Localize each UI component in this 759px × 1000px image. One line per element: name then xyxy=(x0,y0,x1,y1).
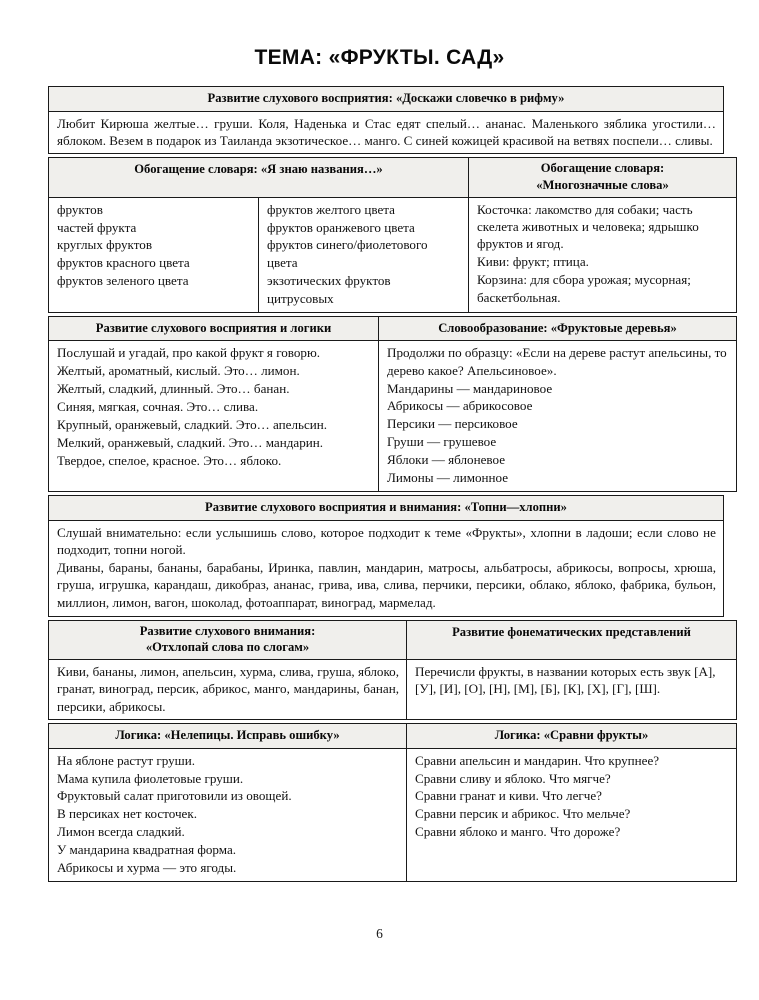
list-item: Сравни яблоко и манго. Что дороже? xyxy=(415,824,621,840)
section-header-phonemic: Развитие фонематических представлений xyxy=(407,620,737,659)
list-item: Груши — грушевое xyxy=(387,434,497,450)
list-item: Твердое, спелое, красное. Это… яблоко. xyxy=(57,452,282,468)
rhyme-body-text: Любит Кирюша желтые… груши. Коля, Наденька и Стас едят спелый… ананас. Маленького зяблика угостили… яблоком. Везем в подарок из Таиланда экзотическое… манго. С синей кожицей красивой на ветвях поспели… сливы. xyxy=(49,111,724,154)
list-item: В персиках нет косточек. xyxy=(57,806,197,822)
section-header-syllable-clapping xyxy=(49,620,407,659)
compare-list xyxy=(415,752,729,841)
list-item: Послушай и угадай, про какой фрукт я говорю. xyxy=(57,345,321,361)
section-header-rhyme: Развитие слухового восприятия: «Доскажи словечко в рифму» xyxy=(49,87,724,112)
list-item: Мама купила фиолетовые груши. xyxy=(57,770,244,786)
syllable-header-line-1: Развитие слухового внимания: xyxy=(139,623,316,638)
list-item: Лимоны — лимонное xyxy=(387,470,509,486)
section-header-topni-hlopni: Развитие слухового восприятия и внимания: «Топни—хлопни» xyxy=(49,495,724,520)
section-header-auditory-logic: Развитие слухового восприятия и логики xyxy=(49,316,379,341)
list-item: фруктов красного цвета xyxy=(57,255,190,271)
table-row xyxy=(49,316,737,341)
polysemy-header-line-2: «Многозначные слова» xyxy=(536,178,669,193)
table-row xyxy=(49,659,737,719)
table-row xyxy=(49,620,737,659)
topni-hlopni-instruction: Слушай внимательно: если услышишь слово, которое подходит к теме «Фрукты», хлопни в ладоши; если слово не подходит, топни ногой. xyxy=(57,524,716,557)
section-topni-hlopni xyxy=(48,495,724,617)
list-item: Сравни персик и абрикос. Что мельче? xyxy=(415,806,631,822)
word-formation-instruction: Продолжи по образцу: «Если на дереве растут апельсины, то дерево какое? Апельсиновое». xyxy=(387,345,727,378)
list-item: Яблоки — яблоневое xyxy=(387,452,506,468)
list-item: фруктов зеленого цвета xyxy=(57,273,189,289)
list-item: Желтый, ароматный, кислый. Это… лимон. xyxy=(57,363,300,379)
section-syllables xyxy=(48,620,737,720)
section-logic-compare xyxy=(48,723,737,882)
vocabulary-column-polysemy xyxy=(469,197,737,312)
table-row xyxy=(49,724,737,749)
word-formation-list xyxy=(387,380,729,487)
vocabulary-column-1 xyxy=(49,197,259,312)
list-item: фруктов оранжевого цвета xyxy=(267,219,415,235)
table-row xyxy=(49,158,737,197)
list-item: фруктов синего/фиолетового цвета xyxy=(267,237,428,270)
table-row xyxy=(49,748,737,881)
auditory-logic-body xyxy=(49,341,379,492)
table-row xyxy=(49,111,724,154)
topni-hlopni-body xyxy=(49,520,724,616)
list-item: фруктов желтого цвета xyxy=(267,201,395,217)
phonemic-body: Перечисли фрукты, в названии которых есть звук [А], [У], [И], [О], [Н], [М], [Б], [К], [Х], [Г], [Ш]. xyxy=(407,659,737,719)
riddle-list xyxy=(57,344,371,469)
list-item: На яблоне растут груши. xyxy=(57,752,195,768)
word-formation-body xyxy=(379,341,737,492)
list-item: Синяя, мягкая, сочная. Это… слива. xyxy=(57,398,259,414)
content-area xyxy=(48,86,727,885)
nonsense-body xyxy=(49,748,407,881)
list-item: фруктов xyxy=(57,201,103,217)
list-item: Фруктовый салат приготовили из овощей. xyxy=(57,788,292,804)
page-number: 6 xyxy=(376,926,383,941)
section-header-word-formation: Словообразование: «Фруктовые деревья» xyxy=(379,316,737,341)
table-row xyxy=(49,495,724,520)
polysemy-header-line-1: Обогащение словаря: xyxy=(540,161,665,176)
list-item: круглых фруктов xyxy=(57,237,153,253)
list-item: Абрикосы — абрикосовое xyxy=(387,398,533,414)
list-item: Персики — персиковое xyxy=(387,416,518,432)
list-item: Абрикосы и хурма — это ягоды. xyxy=(57,860,237,876)
list-item: экзотических фруктов xyxy=(267,272,391,288)
compare-fruits-body xyxy=(407,748,737,881)
list-item: У мандарина квадратная форма. xyxy=(57,842,237,858)
section-rhyme xyxy=(48,86,724,154)
table-row xyxy=(49,87,724,112)
list-item: Желтый, сладкий, длинный. Это… банан. xyxy=(57,381,290,396)
section-vocabulary xyxy=(48,157,737,312)
polysemy-entry: Косточка: лакомство для собаки; часть скелета животных и человека; ядрышко фруктов и ягод. xyxy=(477,201,699,252)
list-item: Крупный, оранжевый, сладкий. Это… апельсин. xyxy=(57,416,328,432)
section-header-compare-fruits: Логика: «Сравни фрукты» xyxy=(407,724,737,749)
list-item: Мандарины — мандариновое xyxy=(387,380,553,396)
list-item: Сравни апельсин и мандарин. Что крупнее? xyxy=(415,752,660,768)
polysemy-entry: Корзина: для сбора урожая; мусорная; баскетбольная. xyxy=(477,272,691,305)
section-logic-riddles xyxy=(48,316,737,492)
table-row xyxy=(49,197,737,312)
list-item: Сравни гранат и киви. Что легче? xyxy=(415,788,602,804)
table-row xyxy=(49,520,724,616)
syllable-header-line-2: «Отхлопай слова по слогам» xyxy=(145,640,310,655)
vocabulary-list-2 xyxy=(267,201,461,307)
topni-hlopni-word-list: Диваны, бараны, бананы, барабаны, Иринка, павлин, мандарин, матросы, альбатросы, абрикосы, вопросы, хрюша, груша, игрушка, карандаш, дикобраз, ананас, грива, ива, слива, перчики, персики, облако, яблоко, фабрика, бульон, миллион, лимон, вагон, шоколад, фотоаппарат, виноград, мармелад. xyxy=(57,559,716,610)
list-item: Сравни сливу и яблоко. Что мягче? xyxy=(415,770,611,786)
list-item: цитрусовых xyxy=(267,290,334,306)
table-row xyxy=(49,341,737,492)
list-item: Лимон всегда сладкий. xyxy=(57,824,185,840)
section-header-vocabulary-polysemy xyxy=(469,158,737,197)
list-item: Мелкий, оранжевый, сладкий. Это… мандарин. xyxy=(57,434,324,450)
polysemy-entry: Киви: фрукт; птица. xyxy=(477,254,589,270)
section-header-vocabulary-names: Обогащение словаря: «Я знаю названия…» xyxy=(49,158,469,197)
list-item: частей фрукта xyxy=(57,219,137,235)
vocabulary-list-1 xyxy=(57,201,251,290)
page-title: ТЕМА: «ФРУКТЫ. САД» xyxy=(254,46,505,69)
vocabulary-column-2 xyxy=(259,197,469,312)
nonsense-list xyxy=(57,752,399,877)
section-header-nonsense: Логика: «Нелепицы. Исправь ошибку» xyxy=(49,724,407,749)
syllable-clapping-body: Киви, бананы, лимон, апельсин, хурма, слива, груша, яблоко, гранат, виноград, персик, абрикос, манго, мандарины, банан, персики, абрикосы. xyxy=(49,659,407,719)
